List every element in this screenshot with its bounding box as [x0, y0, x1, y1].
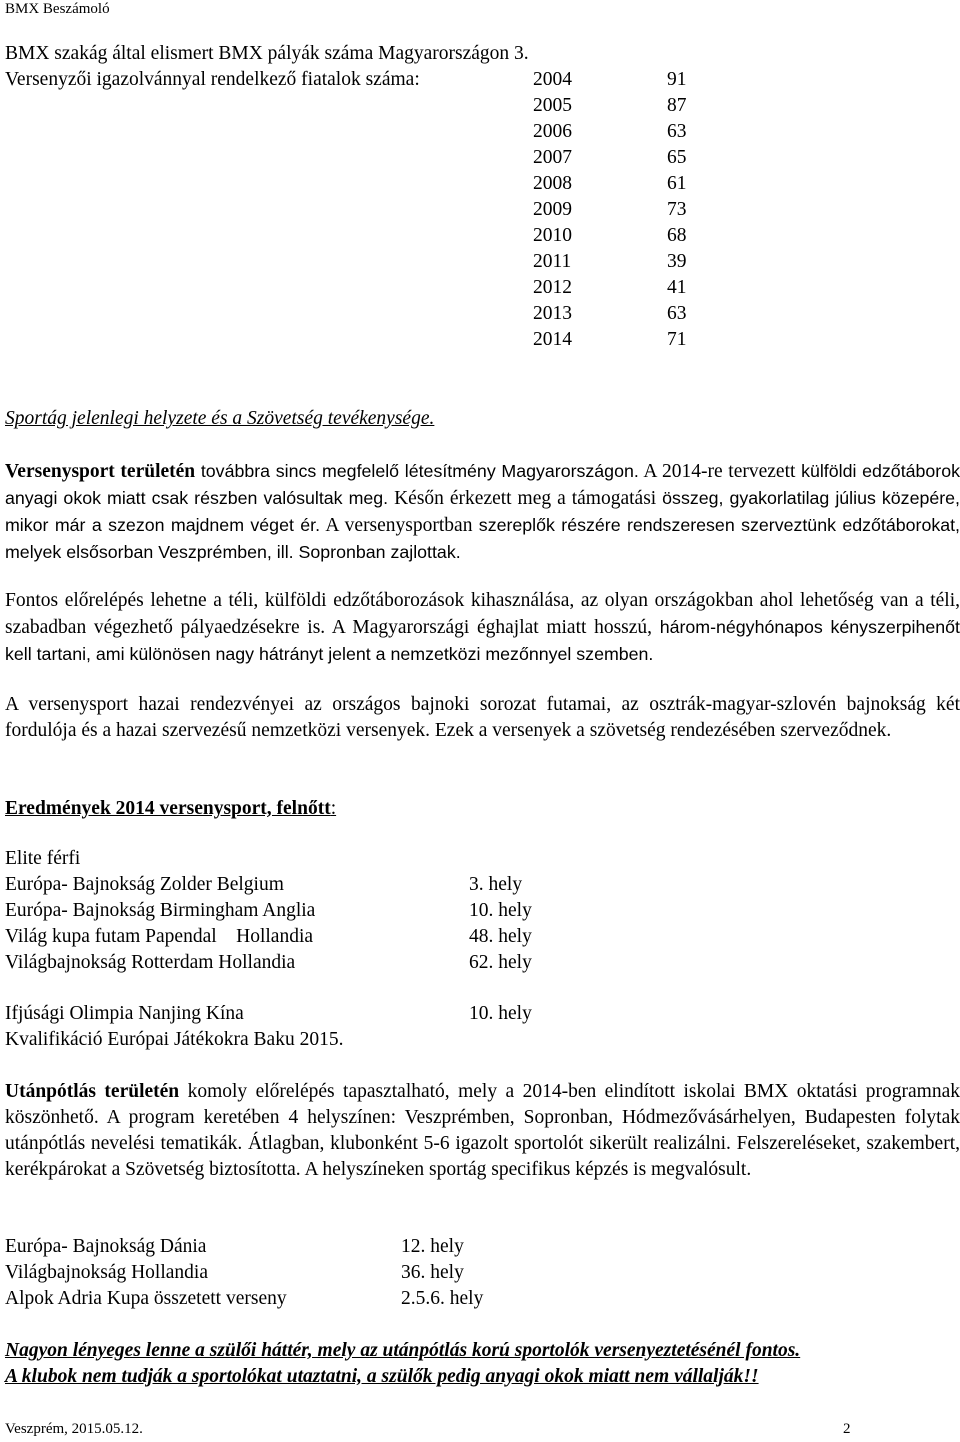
result-event: Világ kupa futam Papendal Hollandia: [5, 926, 314, 947]
result-place: 12. hely: [401, 1236, 464, 1257]
results-heading: [5, 796, 336, 822]
count-cell: 63: [667, 303, 687, 324]
competitive-text-7: szereplők részére rendszeresen szerveztünk edzőtáborokat, melyek elsősorban Veszprémben, ill. Sopronban zajlottak.: [5, 515, 960, 562]
year-cell: 2007: [533, 147, 572, 168]
document-header: BMX Beszámoló: [5, 1, 110, 17]
closing-line-1: Nagyon lényeges lenne a szülői háttér, mely az utánpótlás korú sportolók versenyeztetésénél fontos.: [5, 1340, 801, 1361]
results-heading-text: Eredmények 2014 versenysport, felnőtt: [5, 798, 331, 819]
year-cell: 2013: [533, 303, 572, 324]
year-cell: 2006: [533, 121, 572, 142]
section-title: Sportág jelenlegi helyzete és a Szövetség tevékenysége.: [5, 408, 435, 429]
result-place: 2.5.6. hely: [401, 1288, 484, 1309]
competitive-text-5: összeg, gyakorlatilag július közepére, mikor már a szezon majdnem véget ér.: [5, 488, 960, 535]
result-place: 62. hely: [469, 952, 532, 973]
year-cell: 2011: [533, 251, 572, 272]
events-paragraph: A versenysport hazai rendezvényei az országos bajnoki sorozat futamai, az osztrák-magyar-szlovén bajnokság két fordulója és a hazai szervezésű nemzetközi versenyek. Ezek a versenyek a szövetség rendezésében szerveződnek.: [5, 694, 960, 741]
result-place: 48. hely: [469, 926, 532, 947]
footer-place-date: Veszprém, 2015.05.12.: [5, 1421, 143, 1437]
count-cell: 68: [667, 225, 687, 246]
result-event: Kvalifikáció Európai Játékokra Baku 2015.: [5, 1029, 344, 1050]
winter-text-2: három-négyhónapos kényszerpihenőt kell tartani, ami különösen nagy hátrányt jelent a nemzetközi mezőnnyel szemben.: [5, 617, 960, 664]
result-place: 10. hely: [469, 1003, 532, 1024]
youth-lead: Utánpótlás területén: [5, 1081, 180, 1102]
year-cell: 2005: [533, 95, 572, 116]
youth-paragraph: [5, 1079, 960, 1183]
count-cell: 87: [667, 95, 687, 116]
page-number: 2: [843, 1421, 851, 1437]
result-place: 10. hely: [469, 900, 532, 921]
count-cell: 91: [667, 69, 687, 90]
competitive-paragraph: [5, 458, 960, 566]
competitive-text-2: A 2014-re tervezett: [638, 461, 796, 482]
result-event: Alpok Adria Kupa összetett verseny: [5, 1288, 287, 1309]
count-cell: 65: [667, 147, 687, 168]
result-place: 36. hely: [401, 1262, 464, 1283]
year-cell: 2008: [533, 173, 572, 194]
competitive-text-6: A versenysportban: [320, 515, 473, 536]
result-event: Európa- Bajnokság Birmingham Anglia: [5, 900, 316, 921]
count-cell: 39: [667, 251, 687, 272]
results-heading-colon: :: [330, 798, 337, 819]
year-cell: 2010: [533, 225, 572, 246]
result-event: Ifjúsági Olimpia Nanjing Kína: [5, 1003, 244, 1024]
result-place: 3. hely: [469, 874, 523, 895]
count-cell: 71: [667, 329, 687, 350]
competitive-text-1: továbbra sincs megfelelő létesítmény Magyarországon.: [195, 461, 639, 481]
closing-line-2: A klubok nem tudják a sportolókat utaztatni, a szülők pedig anyagi okok miatt nem vállalják!!: [5, 1366, 759, 1387]
winter-paragraph: [5, 588, 960, 668]
result-event: Világbajnokság Rotterdam Hollandia: [5, 952, 296, 973]
competitive-text-4: Későn érkezett meg a támogatási: [388, 488, 657, 509]
count-cell: 63: [667, 121, 687, 142]
tracks-line: BMX szakág által elismert BMX pályák száma Magyarországon 3.: [5, 43, 529, 64]
elite-category: Elite férfi: [5, 848, 81, 869]
result-event: Európa- Bajnokság Zolder Belgium: [5, 874, 284, 895]
competitive-text-3: külföldi edzőtáborok anyagi okok miatt csak részben valósultak meg.: [5, 461, 960, 508]
count-cell: 41: [667, 277, 687, 298]
count-cell: 61: [667, 173, 687, 194]
year-cell: 2012: [533, 277, 572, 298]
result-event: Világbajnokság Hollandia: [5, 1262, 208, 1283]
count-cell: 73: [667, 199, 687, 220]
competitive-lead: Versenysport területén: [5, 461, 196, 482]
licensed-label: Versenyzői igazolvánnyal rendelkező fiatalok száma:: [5, 69, 420, 90]
year-cell: 2014: [533, 329, 572, 350]
winter-text-1: Fontos előrelépés lehetne a téli, külföldi edzőtáborozások kihasználása, az olyan országokban ahol lehetőség van a téli, szabadban végezhető pályaedzésekre is. A Magyarországi éghajlat miatt hosszú,: [5, 590, 960, 638]
year-cell: 2004: [533, 69, 572, 90]
result-event: Európa- Bajnokság Dánia: [5, 1236, 207, 1257]
youth-text: komoly előrelépés tapasztalható, mely a 2014-ben elindított iskolai BMX oktatási programnak köszönhető. A program keretében 4 helyszínen: Veszprémben, Sopronban, Hódmezővásárhelyen, Budapesten folytak utánpótlás nevelési tematikák. Átlagban, klubonként 5-6 igazolt sportolót sikerült realizálni. Felszereléseket, szakembert, kerékpárokat a Szövetség biztosította. A helyszíneken sportág specifikus képzés is megvalósult.: [5, 1081, 960, 1180]
year-cell: 2009: [533, 199, 572, 220]
